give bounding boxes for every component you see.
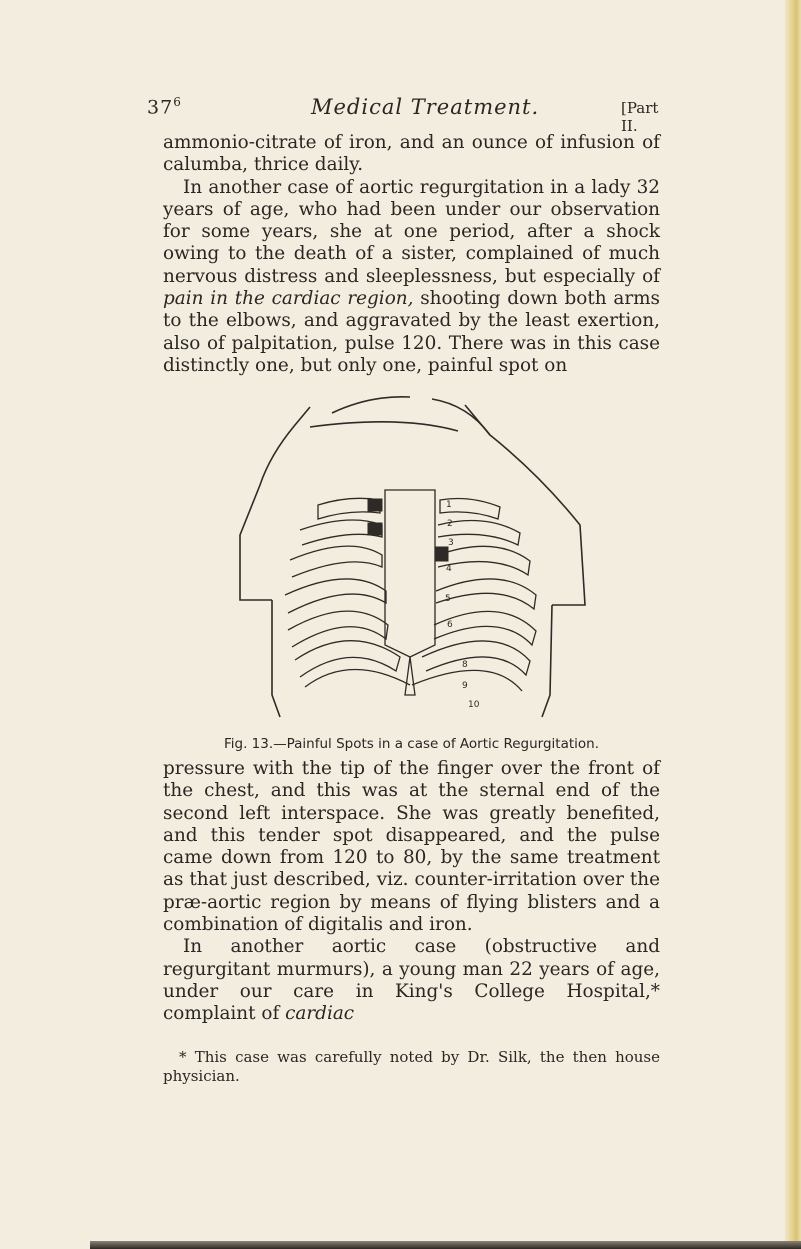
chest-outline [240,397,585,717]
chest-figure [200,395,620,735]
italic-text: cardiac [285,1003,355,1025]
paragraph [163,132,660,177]
painful-spot [368,523,382,535]
footnote [163,1048,660,1086]
rib-label: 3 [448,538,454,548]
rib-label: 4 [446,564,452,574]
page-edge-bottom [90,1241,801,1249]
rib-label: 9 [462,681,468,691]
rib-label: 5 [445,594,451,604]
painful-spot [368,499,382,511]
running-header [147,95,667,135]
text-segment: In another case of aortic regurgitation in a lady 32 years of age, who had been under our observation for some years, she at one period, after a shock owing to the death of a sister, complained of much nervous distress and sleeplessness, but especially of [163,176,660,287]
italic-text: pain in the cardiac region, [163,288,414,310]
body-text-top [163,132,660,377]
rib-labels [445,500,480,710]
text-segment: shooting down both arms to the elbows, and aggravated by the least exertion, also of palpitation, pulse 120. There was in this case distinctly one, but only one, painful spot on [163,288,660,376]
paragraph [163,758,660,936]
footnote-text: * This case was carefully noted by Dr. Silk, the then house physician. [163,1048,660,1085]
rib-label: 1 [446,500,452,510]
rib-label: 2 [447,519,453,529]
rib-label: 6 [447,620,453,630]
page-edge-right [785,0,801,1249]
running-title: Medical Treatment. [311,95,540,119]
text-segment: In another aortic case (obstructive and regurgitant murmurs), a young man 22 years of age, under our care in King's College Hospital,* complaint of [163,936,660,1025]
rib-label: 8 [462,660,468,670]
text-segment: pressure with the tip of the finger over the front of the chest, and this was at the sternal end of the second left interspace. She was greatly benefited, and this tender spot disappeared, and the pulse came down from 120 to 80, by the same treatment as that just described, viz. counter-irritation over the præ-aortic region by means of flying blisters and a combination of digitalis and iron. [163,758,660,936]
rib-label: 10 [468,700,480,710]
page-number: $37^6$ [147,95,182,119]
right-ribs [412,499,536,691]
left-ribs [285,498,410,687]
body-text-bottom [163,758,660,1026]
paragraph [163,177,660,378]
part-label: [Part II. [621,99,659,135]
painful-spot [436,547,448,561]
shaded-spots [368,499,448,561]
figure-caption: Fig. 13.—Painful Spots in a case of Aortic Regurgitation. [223,736,600,752]
sternum [385,490,435,695]
text-segment: ammonio-citrate of iron, and an ounce of infusion of calumba, thrice daily. [163,132,660,176]
paragraph [163,936,660,1025]
